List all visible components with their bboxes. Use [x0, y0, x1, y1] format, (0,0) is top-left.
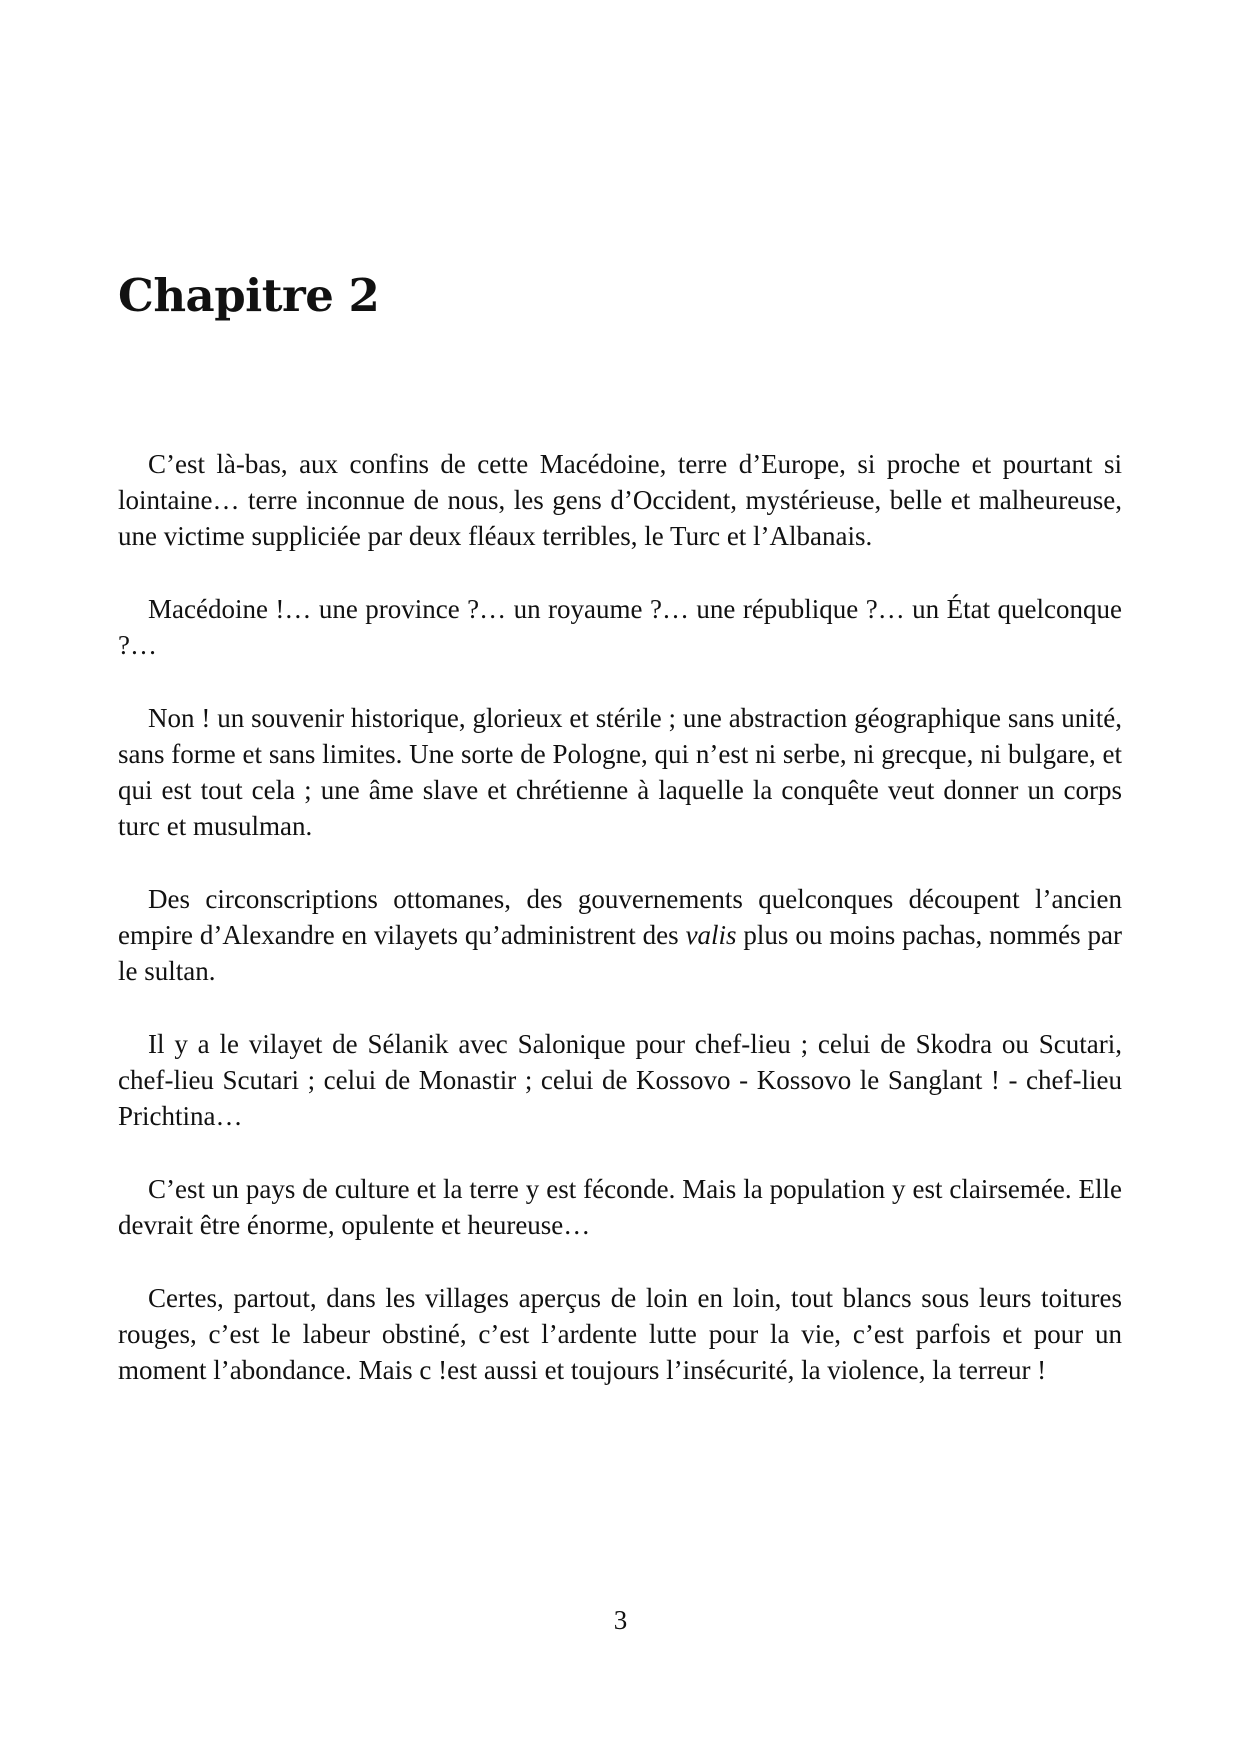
chapter-title: Chapitre 2 [118, 269, 380, 322]
page-number: 3 [613, 1605, 628, 1635]
paragraph-1: C’est là-bas, aux confins de cette Macédoine, terre d’Europe, si proche et pourtant si lointaine… terre inconnue de nous, les gens d’Occident, mystérieuse, belle et malheureuse, une victime suppliciée par deux fléaux terribles, le Turc et l’Albanais. [118, 449, 1122, 551]
paragraph-5: Il y a le vilayet de Sélanik avec Salonique pour chef-lieu ; celui de Skodra ou Scutari, chef-lieu Scutari ; celui de Monastir ; celui de Kossovo - Kossovo le Sanglant ! - chef-lieu Prichtina… [118, 1029, 1122, 1131]
paragraph-4-emphasis: valis [685, 920, 737, 950]
paragraph-7: Certes, partout, dans les villages aperçus de loin en loin, tout blancs sous leurs toitures rouges, c’est le labeur obstiné, c’est l’ardente lutte pour la vie, c’est parfois et pour un moment l’abondance. Mais c !est aussi et toujours l’insécurité, la violence, la terreur ! [118, 1283, 1122, 1385]
paragraph-2: Macédoine !… une province ?… un royaume ?… une république ?… un État quelconque ?… [118, 594, 1122, 660]
paragraph-3: Non ! un souvenir historique, glorieux et stérile ; une abstraction géographique sans unité, sans forme et sans limites. Une sorte de Pologne, qui n’est ni serbe, ni grecque, ni bulgare, et qui est tout cela ; une âme slave et chrétienne à laquelle la conquête veut donner un corps turc et musulman. [118, 703, 1122, 841]
paragraph-6: C’est un pays de culture et la terre y est féconde. Mais la population y est clairsemée. Elle devrait être énorme, opulente et heureuse… [118, 1174, 1122, 1240]
paragraph-4-text-after: plus ou moins pachas, nommés par le sultan. [118, 920, 1122, 986]
paragraph-4 [118, 881, 1122, 989]
paragraph-4-text-before: Des circonscriptions ottomanes, des gouvernements quelconques découpent l’ancien empire d’Alexandre en vilayets qu’administrent des [118, 884, 1122, 950]
chapter-body [118, 446, 1122, 1425]
